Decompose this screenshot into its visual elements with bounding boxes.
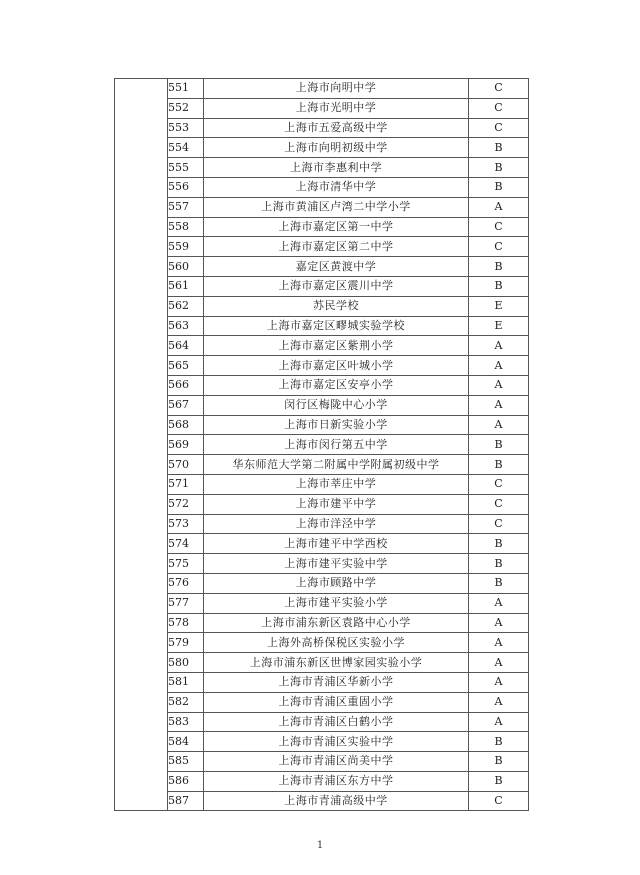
row-number-cell: 571 bbox=[168, 474, 204, 494]
grade-cell: C bbox=[469, 514, 529, 534]
school-name-cell: 上海市嘉定区第二中学 bbox=[204, 237, 469, 257]
row-number-cell: 569 bbox=[168, 435, 204, 455]
grade-cell: A bbox=[469, 395, 529, 415]
school-name-cell: 上海市青浦区华新小学 bbox=[204, 672, 469, 692]
table-row bbox=[115, 593, 529, 613]
row-number-cell: 552 bbox=[168, 98, 204, 118]
row-number-cell: 560 bbox=[168, 257, 204, 277]
row-number-cell: 554 bbox=[168, 138, 204, 158]
school-name-cell: 上海市嘉定区震川中学 bbox=[204, 276, 469, 296]
grade-cell: B bbox=[469, 138, 529, 158]
table-row bbox=[115, 732, 529, 752]
row-number-cell: 567 bbox=[168, 395, 204, 415]
school-name-cell: 嘉定区黄渡中学 bbox=[204, 257, 469, 277]
table-row bbox=[115, 712, 529, 732]
grade-cell: A bbox=[469, 712, 529, 732]
grade-cell: A bbox=[469, 375, 529, 395]
row-number-cell: 580 bbox=[168, 653, 204, 673]
row-number-cell: 579 bbox=[168, 633, 204, 653]
row-number-cell: 568 bbox=[168, 415, 204, 435]
grade-cell: A bbox=[469, 672, 529, 692]
table-row bbox=[115, 257, 529, 277]
table-row bbox=[115, 692, 529, 712]
table-row bbox=[115, 118, 529, 138]
row-number-cell: 575 bbox=[168, 554, 204, 574]
table-row bbox=[115, 336, 529, 356]
table-row bbox=[115, 158, 529, 178]
school-name-cell: 上海市李惠利中学 bbox=[204, 158, 469, 178]
table-row bbox=[115, 356, 529, 376]
grade-cell: B bbox=[469, 276, 529, 296]
row-number-cell: 564 bbox=[168, 336, 204, 356]
grade-cell: C bbox=[469, 217, 529, 237]
grade-cell: C bbox=[469, 494, 529, 514]
row-number-cell: 570 bbox=[168, 455, 204, 475]
school-name-cell: 上海市嘉定区安亭小学 bbox=[204, 375, 469, 395]
row-number-cell: 555 bbox=[168, 158, 204, 178]
row-number-cell: 558 bbox=[168, 217, 204, 237]
table-row bbox=[115, 573, 529, 593]
table-row bbox=[115, 296, 529, 316]
table-row bbox=[115, 752, 529, 772]
school-name-cell: 上海市清华中学 bbox=[204, 177, 469, 197]
school-name-cell: 上海市向明初级中学 bbox=[204, 138, 469, 158]
row-number-cell: 581 bbox=[168, 672, 204, 692]
table-row bbox=[115, 791, 529, 811]
row-number-cell: 556 bbox=[168, 177, 204, 197]
grade-cell: C bbox=[469, 98, 529, 118]
table-row bbox=[115, 375, 529, 395]
grade-cell: A bbox=[469, 197, 529, 217]
school-name-cell: 上海外高桥保税区实验小学 bbox=[204, 633, 469, 653]
school-name-cell: 上海市嘉定区紫荆小学 bbox=[204, 336, 469, 356]
school-name-cell: 上海市建平实验中学 bbox=[204, 554, 469, 574]
grade-cell: A bbox=[469, 356, 529, 376]
row-number-cell: 566 bbox=[168, 375, 204, 395]
school-name-cell: 上海市日新实验小学 bbox=[204, 415, 469, 435]
table-row bbox=[115, 613, 529, 633]
grade-cell: C bbox=[469, 237, 529, 257]
school-name-cell: 上海市光明中学 bbox=[204, 98, 469, 118]
grade-cell: A bbox=[469, 692, 529, 712]
school-name-cell: 上海市莘庄中学 bbox=[204, 474, 469, 494]
grade-cell: A bbox=[469, 415, 529, 435]
school-name-cell: 上海市五爱高级中学 bbox=[204, 118, 469, 138]
school-name-cell: 上海市黄浦区卢湾二中学小学 bbox=[204, 197, 469, 217]
grade-cell: C bbox=[469, 791, 529, 811]
school-name-cell: 上海市嘉定区疁城实验学校 bbox=[204, 316, 469, 336]
table-row bbox=[115, 138, 529, 158]
school-name-cell: 上海市建平实验小学 bbox=[204, 593, 469, 613]
grade-cell: E bbox=[469, 316, 529, 336]
table-row bbox=[115, 653, 529, 673]
row-number-cell: 551 bbox=[168, 79, 204, 99]
table-row bbox=[115, 197, 529, 217]
table-row bbox=[115, 276, 529, 296]
row-number-cell: 565 bbox=[168, 356, 204, 376]
grade-cell: A bbox=[469, 633, 529, 653]
table-row bbox=[115, 633, 529, 653]
school-name-cell: 上海市嘉定区叶城小学 bbox=[204, 356, 469, 376]
school-name-cell: 上海市闵行第五中学 bbox=[204, 435, 469, 455]
school-name-cell: 华东师范大学第二附属中学附属初级中学 bbox=[204, 455, 469, 475]
school-name-cell: 上海市青浦区东方中学 bbox=[204, 771, 469, 791]
grade-cell: E bbox=[469, 296, 529, 316]
grade-cell: C bbox=[469, 79, 529, 99]
table-row bbox=[115, 514, 529, 534]
school-name-cell: 上海市青浦区实验中学 bbox=[204, 732, 469, 752]
table-row bbox=[115, 672, 529, 692]
school-name-cell: 上海市浦东新区袁路中心小学 bbox=[204, 613, 469, 633]
grade-cell: B bbox=[469, 257, 529, 277]
grade-cell: A bbox=[469, 336, 529, 356]
grade-cell: B bbox=[469, 177, 529, 197]
table-row bbox=[115, 79, 529, 99]
table-row bbox=[115, 534, 529, 554]
grade-cell: A bbox=[469, 593, 529, 613]
table-row bbox=[115, 316, 529, 336]
grade-cell: B bbox=[469, 752, 529, 772]
grade-cell: A bbox=[469, 613, 529, 633]
table-row bbox=[115, 177, 529, 197]
grade-cell: B bbox=[469, 554, 529, 574]
row-number-cell: 572 bbox=[168, 494, 204, 514]
table-row bbox=[115, 237, 529, 257]
school-grade-table bbox=[114, 78, 529, 811]
page-number: 1 bbox=[316, 840, 324, 851]
school-name-cell: 上海市洋泾中学 bbox=[204, 514, 469, 534]
row-number-cell: 574 bbox=[168, 534, 204, 554]
row-number-cell: 559 bbox=[168, 237, 204, 257]
school-name-cell: 苏民学校 bbox=[204, 296, 469, 316]
grade-cell: A bbox=[469, 653, 529, 673]
school-name-cell: 上海市浦东新区世博家园实验小学 bbox=[204, 653, 469, 673]
table-row bbox=[115, 395, 529, 415]
row-number-cell: 557 bbox=[168, 197, 204, 217]
row-number-cell: 587 bbox=[168, 791, 204, 811]
table-body bbox=[115, 79, 529, 811]
table-row bbox=[115, 217, 529, 237]
grade-cell: B bbox=[469, 534, 529, 554]
school-name-cell: 上海市青浦区尚美中学 bbox=[204, 752, 469, 772]
row-number-cell: 577 bbox=[168, 593, 204, 613]
row-number-cell: 562 bbox=[168, 296, 204, 316]
grade-cell: B bbox=[469, 573, 529, 593]
school-name-cell: 上海市青浦区白鹤小学 bbox=[204, 712, 469, 732]
grade-cell: C bbox=[469, 474, 529, 494]
row-number-cell: 583 bbox=[168, 712, 204, 732]
row-number-cell: 584 bbox=[168, 732, 204, 752]
row-number-cell: 578 bbox=[168, 613, 204, 633]
row-number-cell: 586 bbox=[168, 771, 204, 791]
table-row bbox=[115, 98, 529, 118]
grade-cell: B bbox=[469, 455, 529, 475]
row-number-cell: 561 bbox=[168, 276, 204, 296]
table-row bbox=[115, 771, 529, 791]
grade-cell: B bbox=[469, 158, 529, 178]
row-number-cell: 585 bbox=[168, 752, 204, 772]
row-number-cell: 563 bbox=[168, 316, 204, 336]
school-name-cell: 闵行区梅陇中心小学 bbox=[204, 395, 469, 415]
row-number-cell: 553 bbox=[168, 118, 204, 138]
grade-cell: B bbox=[469, 435, 529, 455]
school-name-cell: 上海市青浦区重固小学 bbox=[204, 692, 469, 712]
table-row bbox=[115, 415, 529, 435]
table-row bbox=[115, 435, 529, 455]
table-row bbox=[115, 494, 529, 514]
grade-cell: C bbox=[469, 118, 529, 138]
school-name-cell: 上海市顾路中学 bbox=[204, 573, 469, 593]
school-name-cell: 上海市建平中学 bbox=[204, 494, 469, 514]
school-name-cell: 上海市向明中学 bbox=[204, 79, 469, 99]
row-number-cell: 573 bbox=[168, 514, 204, 534]
row-number-cell: 582 bbox=[168, 692, 204, 712]
grade-cell: B bbox=[469, 732, 529, 752]
table-row bbox=[115, 554, 529, 574]
school-name-cell: 上海市建平中学西校 bbox=[204, 534, 469, 554]
grade-cell: B bbox=[469, 771, 529, 791]
table-row bbox=[115, 474, 529, 494]
merged-group-cell bbox=[115, 79, 168, 811]
table-row bbox=[115, 455, 529, 475]
school-name-cell: 上海市青浦高级中学 bbox=[204, 791, 469, 811]
school-name-cell: 上海市嘉定区第一中学 bbox=[204, 217, 469, 237]
row-number-cell: 576 bbox=[168, 573, 204, 593]
